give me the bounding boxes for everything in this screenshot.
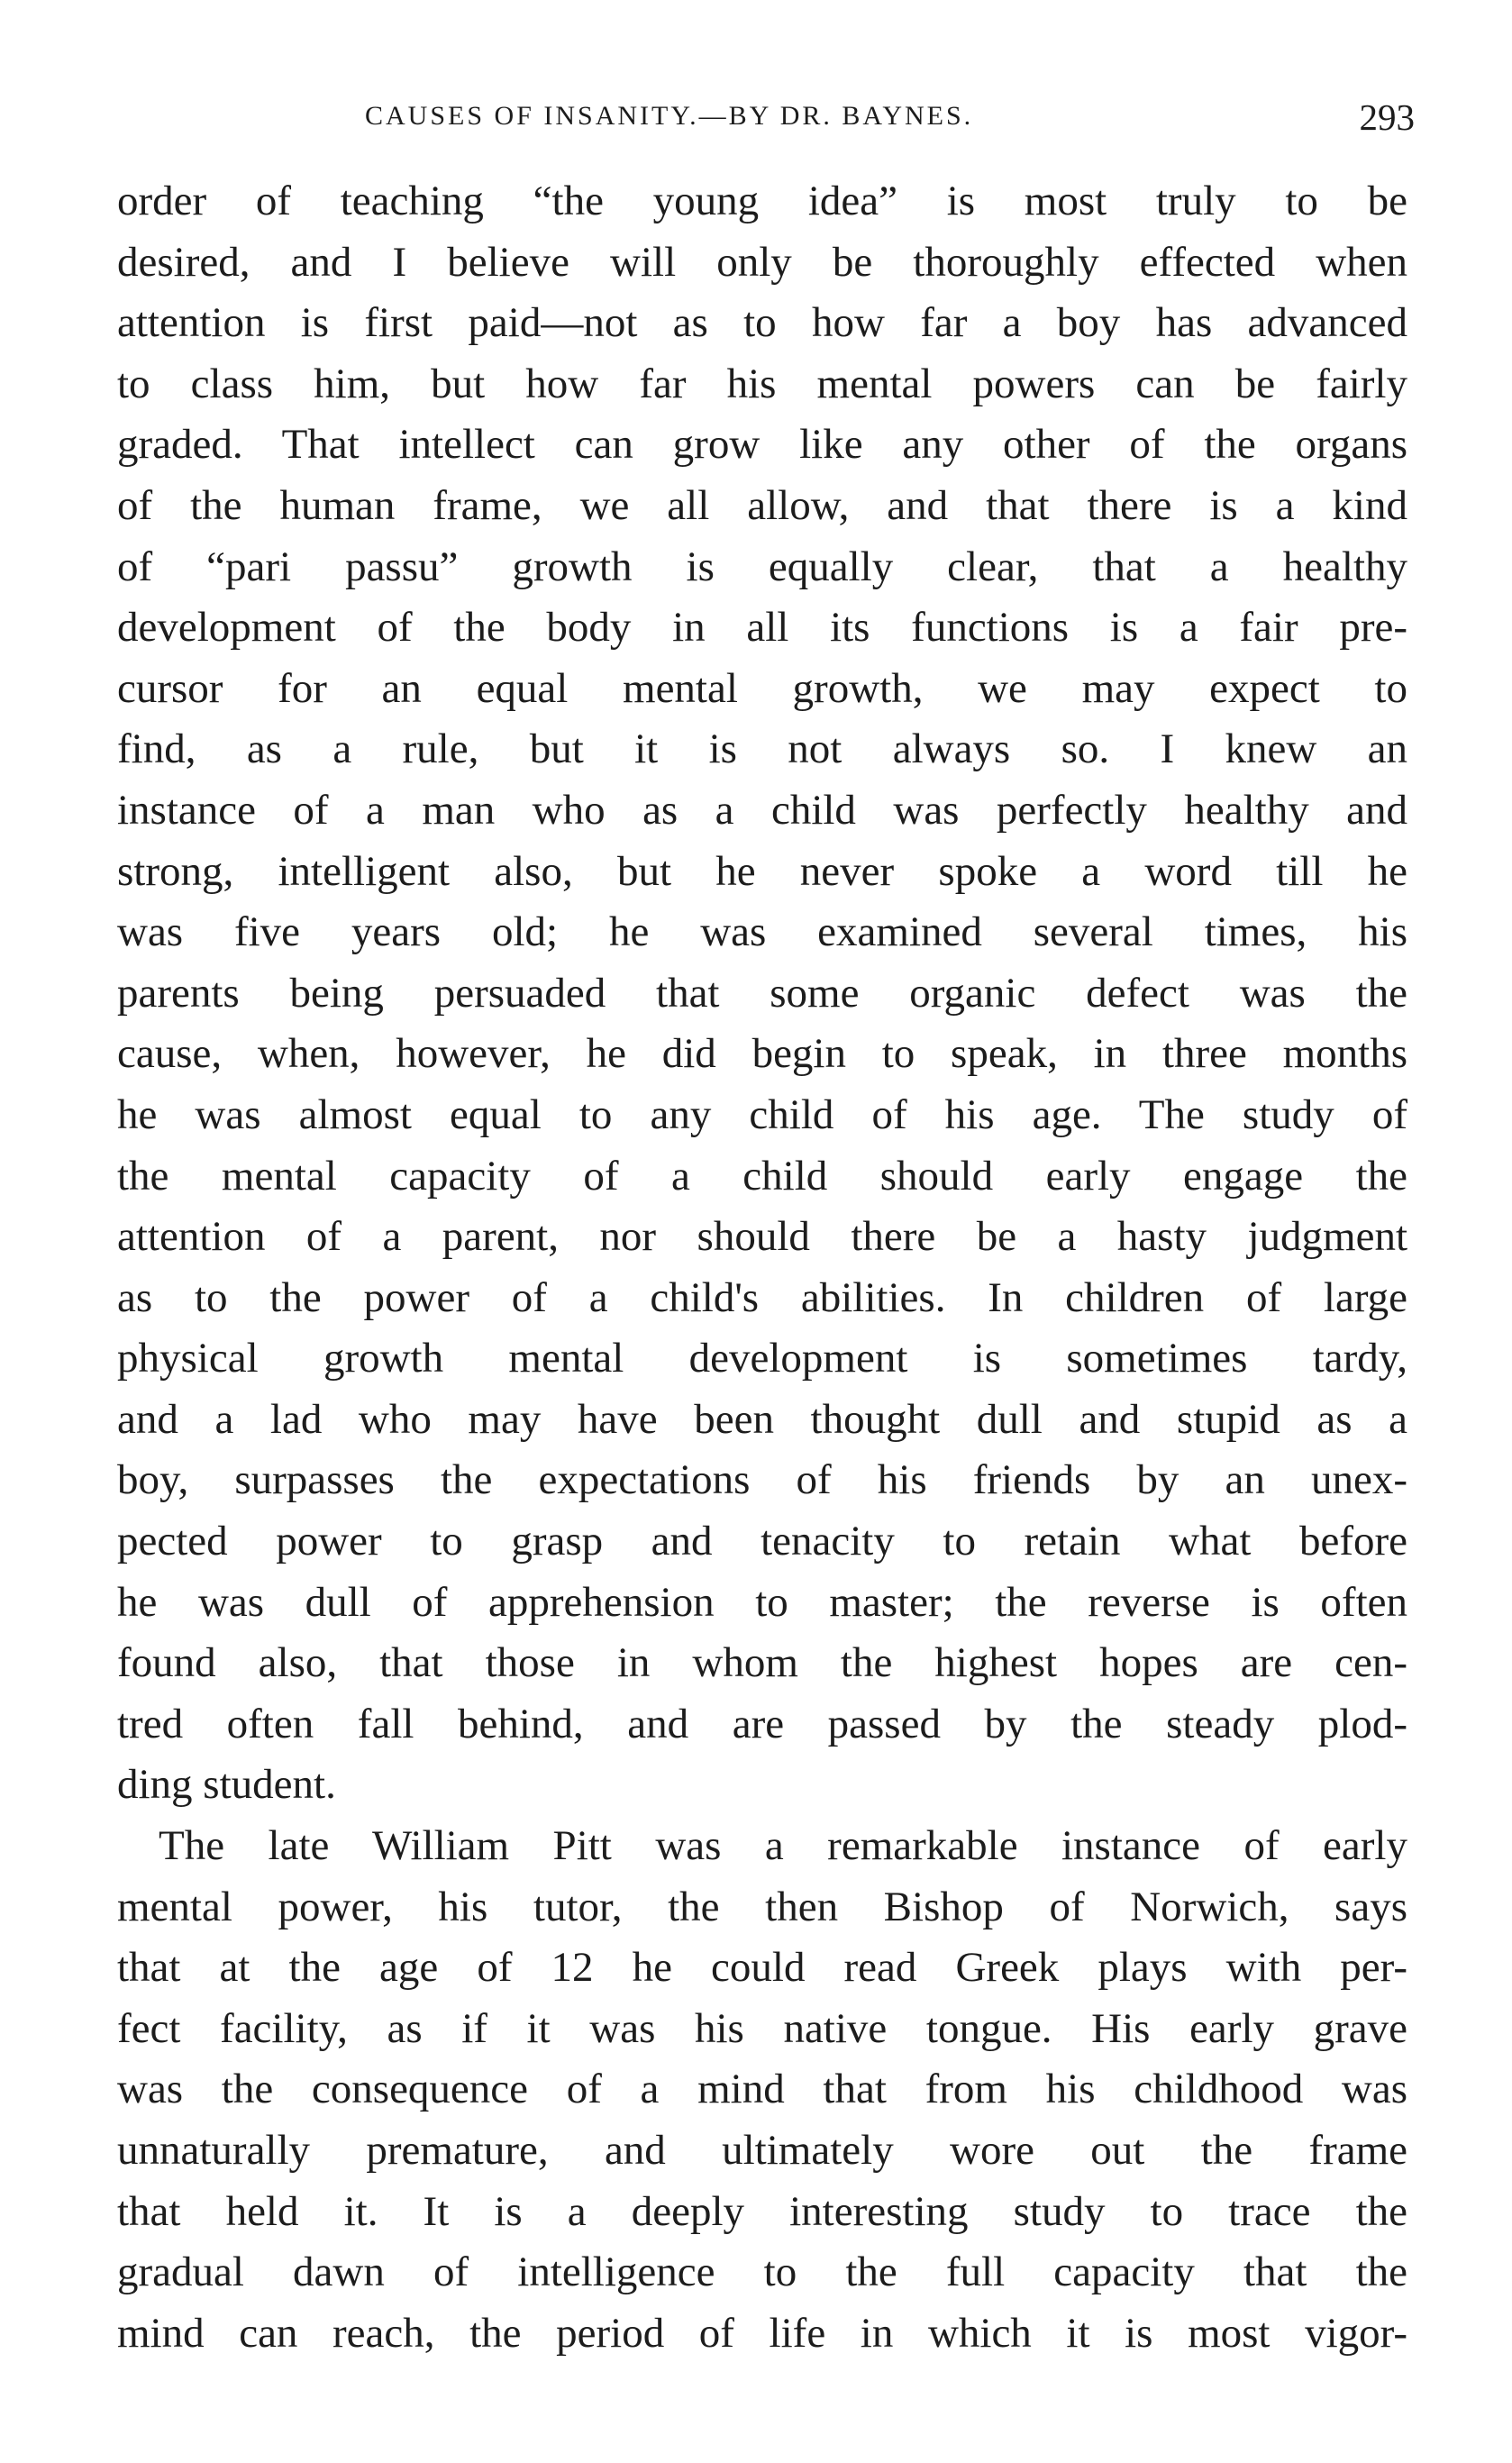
- text-line: tred often fall behind, and are passed by the steady plod-: [117, 1700, 1407, 1747]
- text-line: find, as a rule, but it is not always so. I knew an: [117, 725, 1407, 773]
- text-line: unnaturally premature, and ultimately wore out the frame: [117, 2127, 1407, 2174]
- running-head: [117, 96, 1415, 150]
- text-line: found also, that those in whom the highest hopes are cen-: [117, 1639, 1407, 1687]
- running-title: CAUSES OF INSANITY.—BY DR. BAYNES.: [365, 101, 974, 131]
- text-line: and a lad who may have been thought dull and stupid as a: [117, 1395, 1407, 1443]
- text-line: the mental capacity of a child should early engage the: [117, 1152, 1407, 1200]
- text-line: gradual dawn of intelligence to the full capacity that the: [117, 2249, 1407, 2296]
- text-line: mind can reach, the period of life in which it is most vigor-: [117, 2309, 1407, 2357]
- text-line: instance of a man who as a child was perfectly healthy and: [117, 786, 1407, 834]
- paragraph-1: [117, 171, 1407, 1816]
- text-line: attention of a parent, nor should there be a hasty judgment: [117, 1213, 1407, 1261]
- text-line: that at the age of 12 he could read Greek plays with per-: [117, 1944, 1407, 1992]
- text-line: was the consequence of a mind that from his childhood was: [117, 2066, 1407, 2113]
- text-line: to class him, but how far his mental powers can be fairly: [117, 360, 1407, 407]
- text-line: physical growth mental development is sometimes tardy,: [117, 1335, 1407, 1382]
- paragraph-2: [117, 1816, 1407, 2364]
- text-line: ding student.: [117, 1761, 336, 1809]
- text-line: strong, intelligent also, but he never spoke a word till he: [117, 847, 1407, 895]
- text-line: development of the body in all its functions is a fair pre-: [117, 604, 1407, 652]
- text-line: as to the power of a child's abilities. In children of large: [117, 1273, 1407, 1321]
- text-line: boy, surpasses the expectations of his friends by an unex-: [117, 1456, 1407, 1504]
- text-line: of the human frame, we all allow, and that there is a kind: [117, 481, 1407, 529]
- page-number: 293: [1359, 96, 1415, 138]
- text-line: cause, when, however, he did begin to speak, in three months: [117, 1030, 1407, 1078]
- text-line: cursor for an equal mental growth, we may expect to: [117, 664, 1407, 712]
- text-line: attention is first paid—not as to how far a boy has advanced: [117, 299, 1407, 347]
- text-line: he was almost equal to any child of his age. The study of: [117, 1090, 1407, 1138]
- body-text: [117, 171, 1407, 2364]
- text-line: of “pari passu” growth is equally clear, that a healthy: [117, 543, 1407, 590]
- text-line: The late William Pitt was a remarkable instance of early: [159, 1822, 1407, 1870]
- text-line: he was dull of apprehension to master; the reverse is often: [117, 1578, 1407, 1626]
- text-line: graded. That intellect can grow like any other of the organs: [117, 421, 1407, 469]
- text-line: order of teaching “the young idea” is most truly to be: [117, 178, 1407, 224]
- text-line: parents being persuaded that some organic defect was the: [117, 969, 1407, 1017]
- text-line: desired, and I believe will only be thoroughly effected when: [117, 238, 1407, 286]
- text-line: that held it. It is a deeply interesting study to trace the: [117, 2187, 1407, 2235]
- text-line: mental power, his tutor, the then Bishop of Norwich, says: [117, 1883, 1407, 1930]
- text-line: pected power to grasp and tenacity to retain what before: [117, 1518, 1407, 1565]
- text-line: fect facility, as if it was his native tongue. His early grave: [117, 2004, 1407, 2052]
- text-line: was five years old; he was examined several times, his: [117, 908, 1407, 956]
